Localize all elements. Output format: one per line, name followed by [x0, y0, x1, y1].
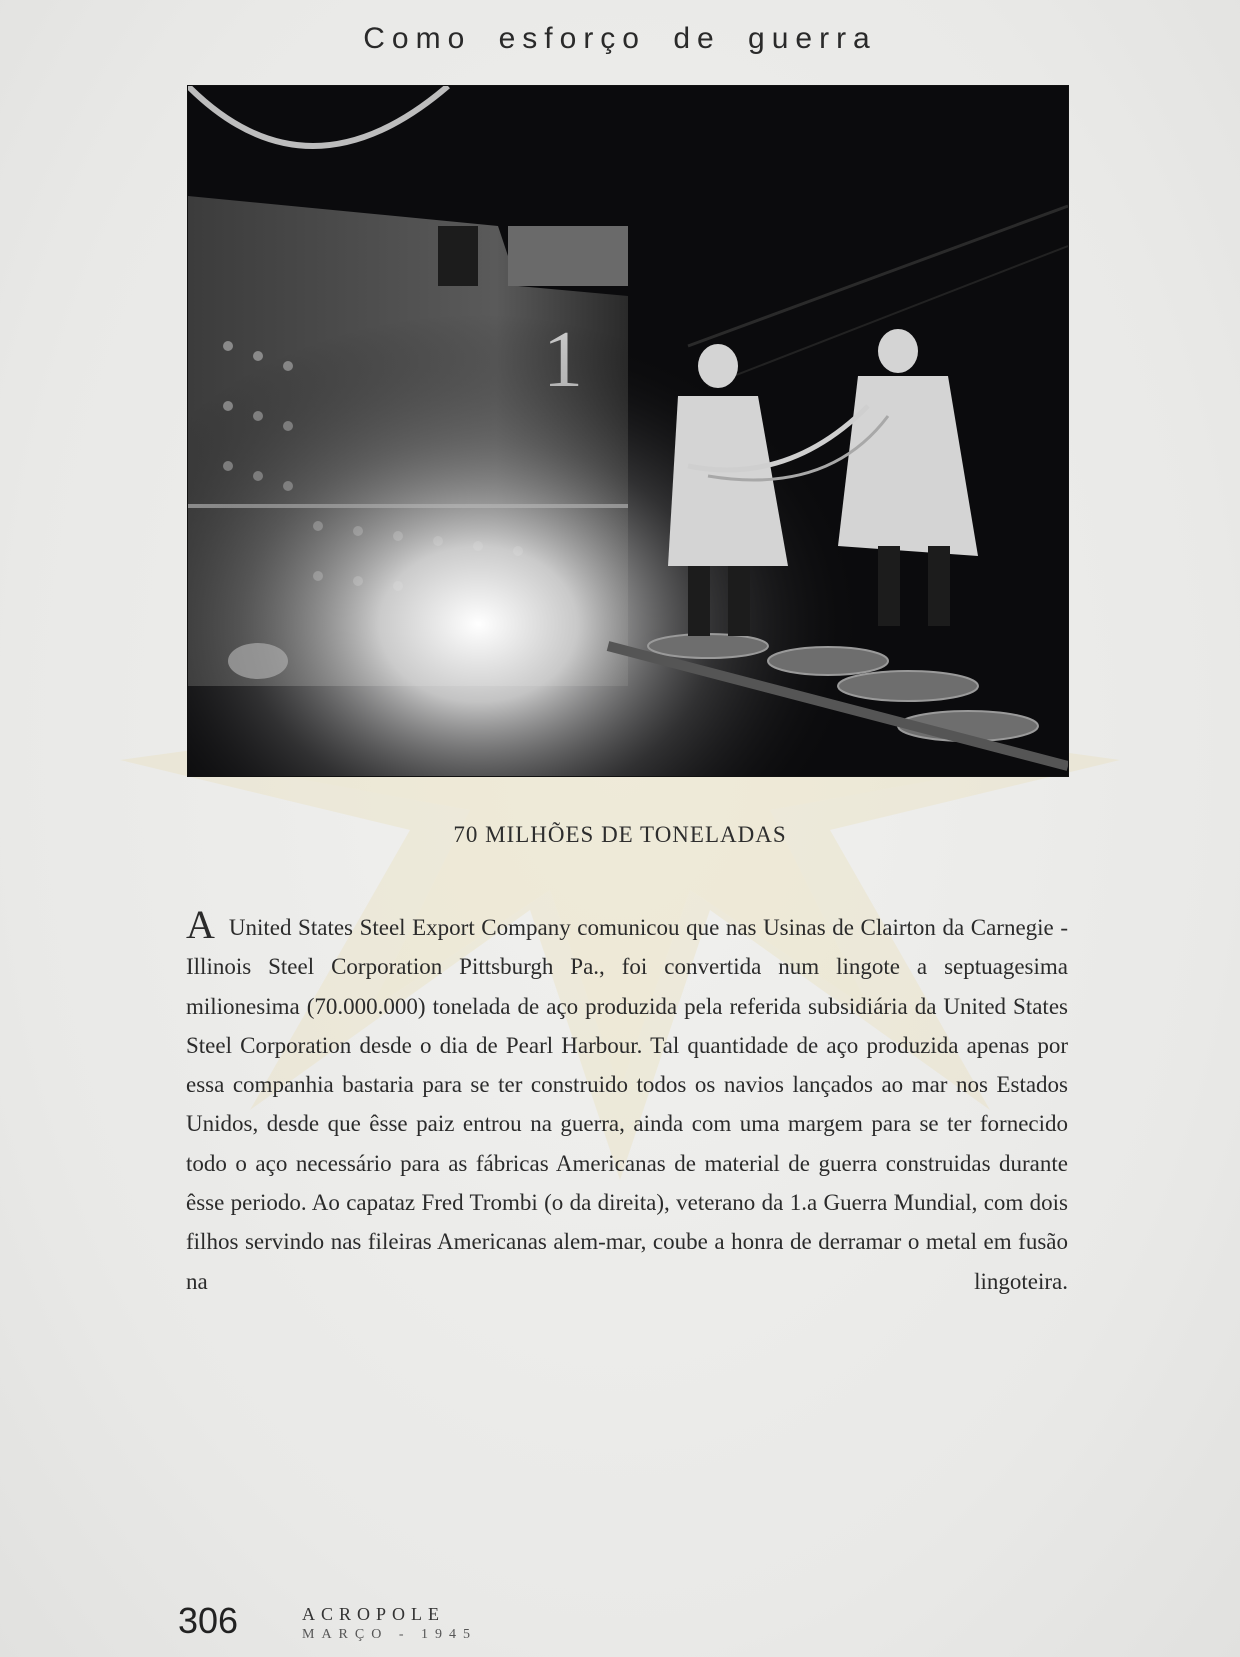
article-title: 70 MILHÕES DE TONELADAS: [453, 822, 787, 847]
dropcap: A: [186, 902, 215, 947]
section-title: Como esforço de guerra: [363, 22, 877, 55]
magazine-name: ACROPOLE: [302, 1604, 446, 1624]
article-text: United States Steel Export Company comunicou que nas Usinas de Clairton da Carnegie - Illinois Steel Corporation Pittsburgh Pa., foi convertida num lingote a septuagesima milionesima (70.000.000) tonelada de aço produzida pela referida subsidiária da United States Steel Corporation desde o dia de Pearl Harbour. Tal quantidade de aço produzida apenas por essa companhia bastaria para se ter construido todos os navios lançados ao mar nos Estados Unidos, desde que êsse paiz entrou na guerra, ainda com uma margem para se ter fornecido todo o aço necessário para as fábricas Americanas de material de guerra construidas durante êsse periodo. Ao capataz Fred Trombi (o da direita), veterano da 1.a Guerra Mundial, com dois filhos servindo nas fileiras Americanas alem-mar, coube a honra de derramar o metal em fusão na lingoteira.: [186, 915, 1068, 1294]
steel-mill-photo: [187, 85, 1069, 777]
article-body: [186, 902, 1068, 1301]
issue-date: MARÇO - 1945: [302, 1627, 478, 1642]
page-number: 306: [178, 1600, 239, 1641]
